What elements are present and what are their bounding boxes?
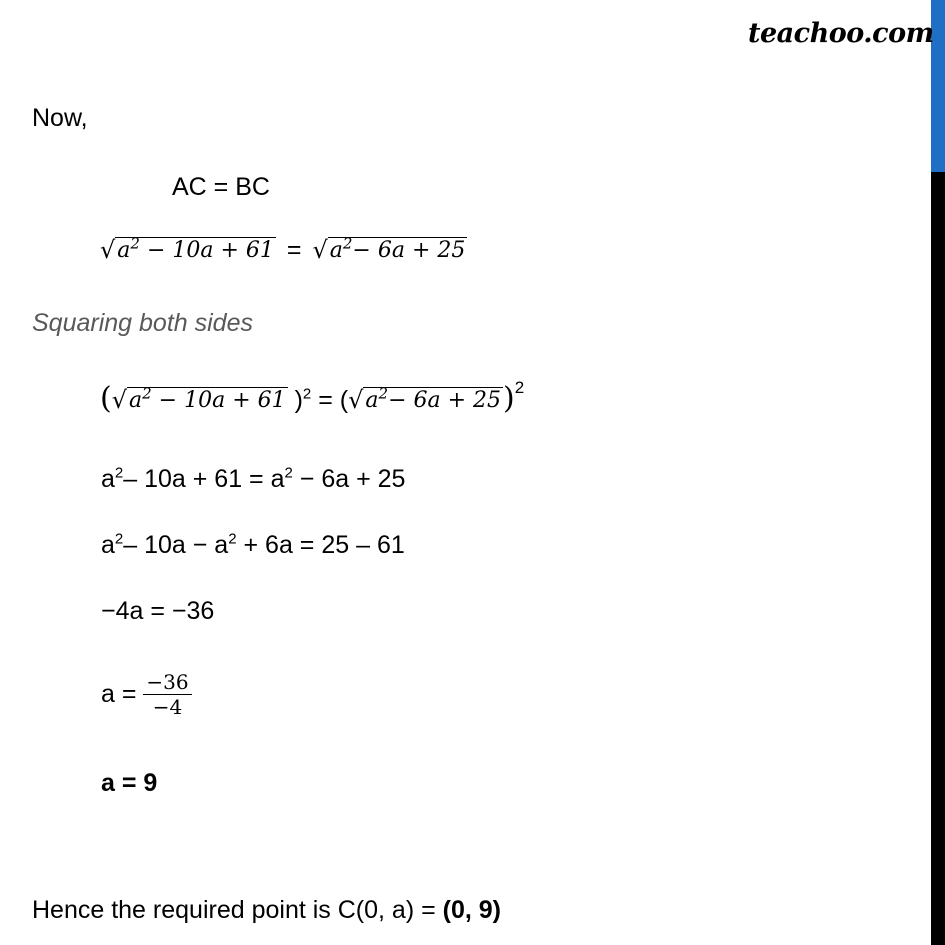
sqrt-rhs-squared: √ $a^2- 6a + 25$ — [348, 384, 502, 414]
radical-icon: √ — [111, 386, 128, 414]
scrollbar-track — [931, 172, 945, 945]
step-1: $a^2-$ $10a + 61 = a^2 - 6a + 25$ — [101, 464, 406, 493]
step-3: −4a = −36 — [101, 597, 215, 625]
equals-sign: = — [286, 236, 302, 264]
paren-close-icon: ) — [503, 381, 515, 416]
squared-equation: ( √ $a^2 - 10a + 61$ )$^2$ = ( √ $a^2- 6a + 25$ )$^2$ — [100, 377, 525, 416]
radical-icon: √ — [100, 236, 116, 264]
radical-icon: √ — [348, 386, 364, 414]
intro-text: Now, — [32, 104, 88, 132]
sqrt-lhs-squared: √ $a^2 - 10a + 61$ — [111, 384, 286, 414]
fraction-step: a = $\frac{-36}{-4}$ — [101, 670, 192, 719]
squaring-note: Squaring both sides — [32, 309, 253, 337]
fraction: $\frac{-36}{-4}$ — [143, 670, 191, 719]
final-answer: (0, 9) — [442, 896, 501, 924]
result: a = 9 — [101, 769, 158, 797]
sqrt-lhs: √ $a^2 - 10a + 61$ — [100, 234, 274, 264]
teachoo-logo: teachoo.com — [748, 18, 934, 49]
condition-text: AC = BC — [172, 173, 270, 201]
radical-icon: √ — [312, 236, 328, 264]
step-2: $a^2-$ $10a - a^2 + 6a = 25 - 61$ — [101, 530, 405, 559]
conclusion: Hence the required point is C(0, a) = (0, 9) — [32, 896, 501, 924]
root-equation — [100, 236, 467, 265]
sqrt-rhs: √ $a^2- 6a + 25$ — [312, 234, 466, 264]
paren-open-icon: ( — [100, 381, 112, 416]
